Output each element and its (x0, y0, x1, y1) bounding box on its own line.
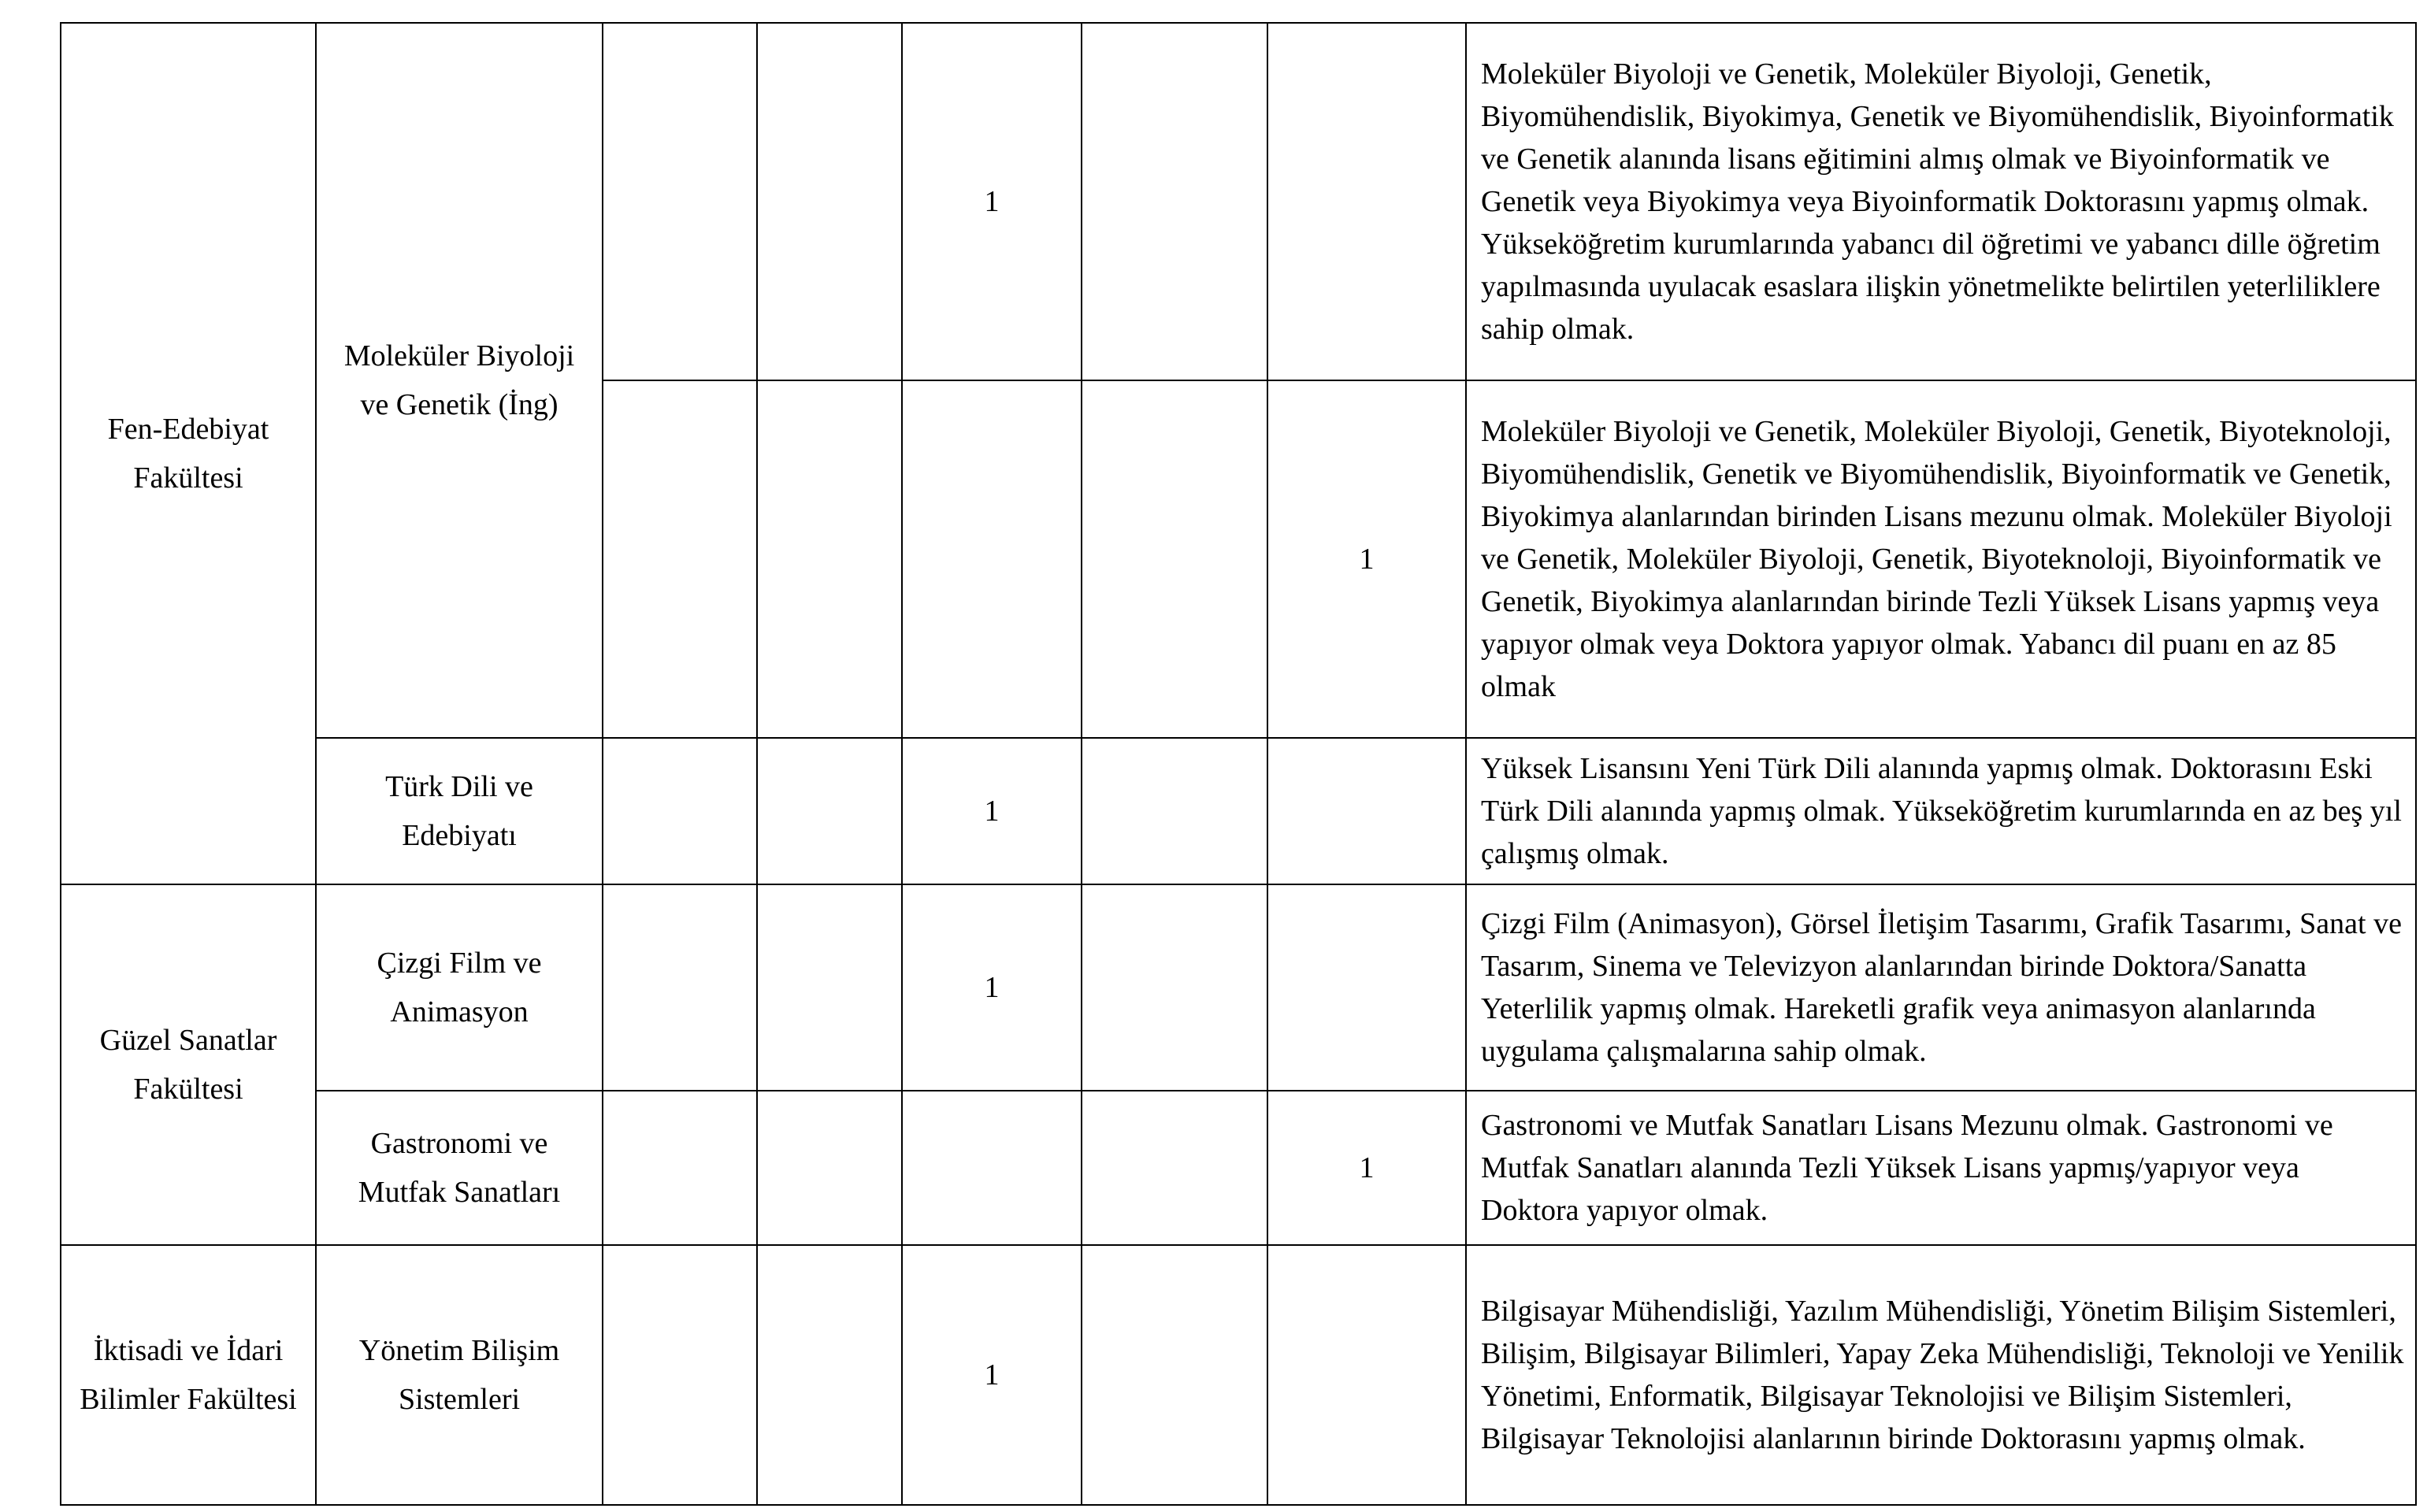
department-cell: Türk Dili ve Edebiyatı (316, 738, 603, 884)
count-cell: 1 (1267, 1091, 1466, 1245)
requirement-cell: Moleküler Biyoloji ve Genetik, Moleküler Biyoloji, Genetik, Biyoteknoloji, Biyomühendislik, Genetik ve Biyomühendislik, Biyoinformatik ve Genetik, Biyokimya alanlarından birinden Lisans mezunu olmak. Moleküler Biyoloji ve Genetik, Moleküler Biyoloji, Genetik, Biyoteknoloji, Biyoinformatik ve Genetik, Biyokimya alanlarından birinde Tezli Yüksek Lisans yapmış veya yapıyor olmak veya Doktora yapıyor olmak. Yabancı dil puanı en az 85 olmak (1466, 380, 2416, 738)
count-cell: 1 (902, 738, 1082, 884)
count-cell (1082, 738, 1267, 884)
department-cell: Çizgi Film ve Animasyon (316, 884, 603, 1091)
count-cell (1267, 738, 1466, 884)
count-cell (757, 380, 902, 738)
requirement-cell: Çizgi Film (Animasyon), Görsel İletişim Tasarımı, Grafik Tasarımı, Sanat ve Tasarım, Sinema ve Televizyon alanlarından birinde Doktora/Sanatta Yeterlilik yapmış olmak. Hareketli grafik veya animasyon alanlarında uygulama çalışmalarına sahip olmak. (1466, 884, 2416, 1091)
count-cell (603, 738, 757, 884)
department-cell: Gastronomi ve Mutfak Sanatları (316, 1091, 603, 1245)
count-cell (603, 23, 757, 380)
count-cell (1082, 1091, 1267, 1245)
count-cell (757, 738, 902, 884)
count-cell (757, 23, 902, 380)
count-cell: 1 (902, 23, 1082, 380)
department-cell: Moleküler Biyoloji ve Genetik (İng) (316, 23, 603, 738)
department-cell: Yönetim Bilişim Sistemleri (316, 1245, 603, 1505)
count-cell (902, 1091, 1082, 1245)
count-cell: 1 (1267, 380, 1466, 738)
count-cell (1082, 1245, 1267, 1505)
count-cell (1082, 23, 1267, 380)
count-cell (1267, 23, 1466, 380)
requirement-cell: Bilgisayar Mühendisliği, Yazılım Mühendisliği, Yönetim Bilişim Sistemleri, Bilişim, Bilgisayar Bilimleri, Yapay Zeka Mühendisliği, Teknoloji ve Yenilik Yönetimi, Enformatik, Bilgisayar Teknolojisi ve Bilişim Sistemleri, Bilgisayar Teknolojisi alanlarının birinde Doktorasını yapmış olmak. (1466, 1245, 2416, 1505)
table-row (61, 738, 2416, 884)
requirement-cell: Yüksek Lisansını Yeni Türk Dili alanında yapmış olmak. Doktorasını Eski Türk Dili alanında yapmış olmak. Yükseköğretim kurumlarında en az beş yıl çalışmış olmak. (1466, 738, 2416, 884)
count-cell (603, 1245, 757, 1505)
count-cell: 1 (902, 1245, 1082, 1505)
count-cell (1267, 1245, 1466, 1505)
requirement-cell: Gastronomi ve Mutfak Sanatları Lisans Mezunu olmak. Gastronomi ve Mutfak Sanatları alanında Tezli Yüksek Lisans yapmış/yapıyor veya Doktora yapıyor olmak. (1466, 1091, 2416, 1245)
count-cell (757, 1245, 902, 1505)
faculty-cell: Fen-Edebiyat Fakültesi (61, 23, 316, 884)
faculty-cell: İktisadi ve İdari Bilimler Fakültesi (61, 1245, 316, 1505)
count-cell (603, 884, 757, 1091)
count-cell (1082, 884, 1267, 1091)
table-row (61, 23, 2416, 380)
count-cell (1267, 884, 1466, 1091)
table-row (61, 884, 2416, 1091)
count-cell (757, 1091, 902, 1245)
academic-positions-table (60, 22, 2417, 1506)
requirement-cell: Moleküler Biyoloji ve Genetik, Moleküler Biyoloji, Genetik, Biyomühendislik, Biyokimya, Genetik ve Biyomühendislik, Biyoinformatik ve Genetik alanında lisans eğitimini almış olmak ve Biyoinformatik ve Genetik veya Biyokimya veya Biyoinformatik Doktorasını yapmış olmak. Yükseköğretim kurumlarında yabancı dil öğretimi ve yabancı dille öğretim yapılmasında uyulacak esaslara ilişkin yönetmelikte belirtilen yeterliliklere sahip olmak. (1466, 23, 2416, 380)
count-cell (902, 380, 1082, 738)
table-row (61, 1091, 2416, 1245)
count-cell (603, 380, 757, 738)
count-cell (603, 1091, 757, 1245)
count-cell (757, 884, 902, 1091)
count-cell (1082, 380, 1267, 738)
table-row (61, 1245, 2416, 1505)
count-cell: 1 (902, 884, 1082, 1091)
faculty-cell: Güzel Sanatlar Fakültesi (61, 884, 316, 1245)
